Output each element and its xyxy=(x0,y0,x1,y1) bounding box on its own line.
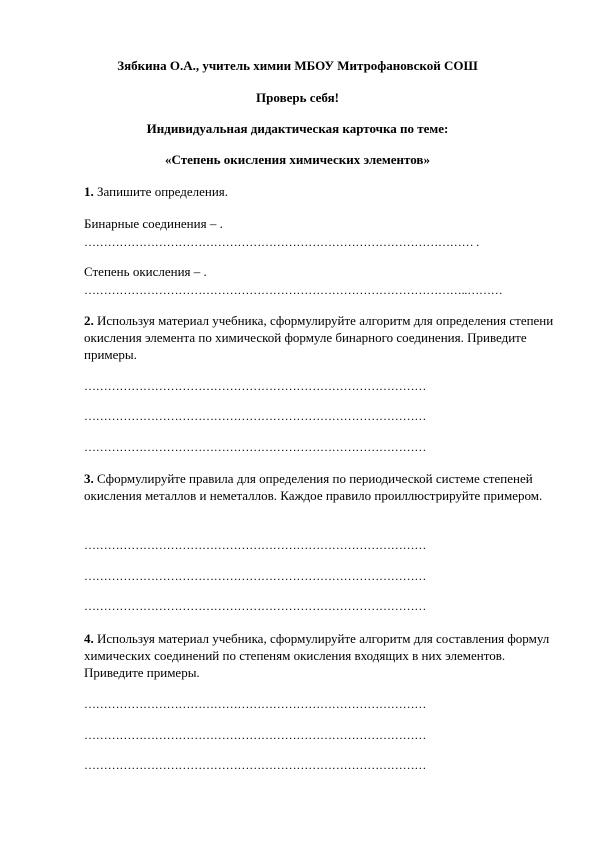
def2-answer-line: ……………………………………………………………………………………..……… xyxy=(84,283,503,297)
task2-prompt xyxy=(84,312,564,363)
task4-answer-line: …………………………………………………………………………… xyxy=(84,697,427,711)
task3-prompt xyxy=(84,470,564,504)
task1-prompt xyxy=(84,184,228,200)
task3-number: 3. xyxy=(84,471,94,486)
task1-text: Запишите определения. xyxy=(93,184,229,199)
card-title: Индивидуальная дидактическая карточка по теме: xyxy=(146,121,449,136)
task3-answer-line: …………………………………………………………………………… xyxy=(84,538,427,552)
task2-answer-line: …………………………………………………………………………… xyxy=(84,379,427,393)
task2-answer-line: …………………………………………………………………………… xyxy=(84,409,427,423)
check-title: Проверь себя! xyxy=(256,90,339,105)
task4-number: 4. xyxy=(84,631,94,646)
task2-text: Используя материал учебника, сформулируйте алгоритм для определения степени окисления элемента по химической формуле бинарного соединения. Приведите примеры. xyxy=(84,313,554,362)
task3-text: Сформулируйте правила для определения по периодической системе степеней окисления металлов и неметаллов. Каждое правило проиллюстрируйте примером. xyxy=(84,471,543,503)
task2-number: 2. xyxy=(84,313,94,328)
task2-answer-line: …………………………………………………………………………… xyxy=(84,440,427,454)
def1-answer-line: ……………………………………………………………………………………… . xyxy=(84,235,480,249)
task4-prompt xyxy=(84,630,564,681)
task4-text: Используя материал учебника, сформулируйте алгоритм для составления формул химических соединений по степеням окисления входящих в них элементов. Приведите примеры. xyxy=(84,631,550,680)
author-line: Зябкина О.А., учитель химии МБОУ Митрофановской СОШ xyxy=(117,58,478,73)
def2-label: Степень окисления – . xyxy=(84,264,207,279)
topic-title: «Степень окисления химических элементов» xyxy=(165,152,430,167)
def1-label: Бинарные соединения – . xyxy=(84,216,223,231)
task4-answer-line: …………………………………………………………………………… xyxy=(84,758,427,772)
task3-answer-line: …………………………………………………………………………… xyxy=(84,599,427,613)
task1-number: 1. xyxy=(84,184,94,199)
task3-answer-line: …………………………………………………………………………… xyxy=(84,569,427,583)
task4-answer-line: …………………………………………………………………………… xyxy=(84,728,427,742)
